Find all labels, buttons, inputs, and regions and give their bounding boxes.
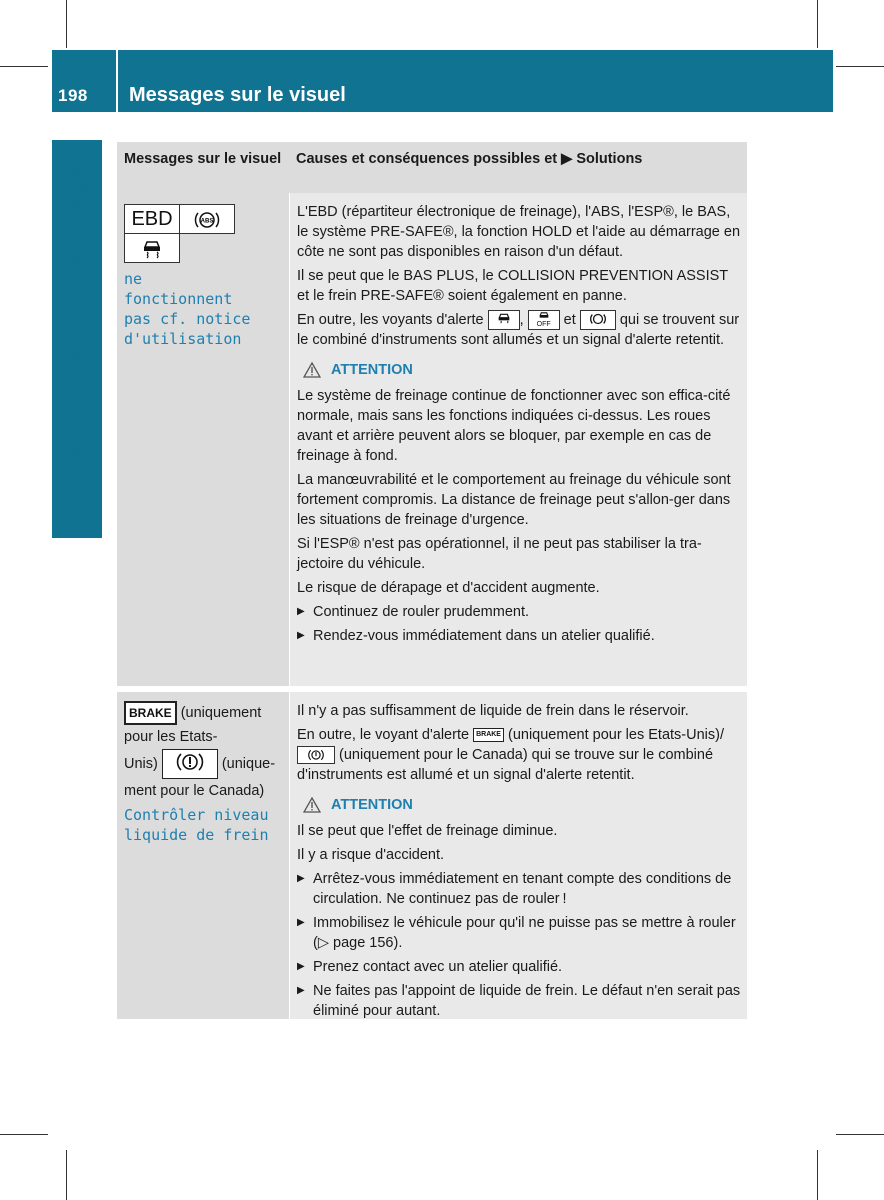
paragraph-text: , <box>519 312 524 328</box>
crop-mark <box>836 1134 884 1135</box>
table-row <box>117 193 747 686</box>
paragraph: Il se peut que le BAS PLUS, le COLLISION PREVENTION ASSIST et le frein PRE-SAFE® soient également en panne. <box>297 268 728 304</box>
paragraph-text: L'EBD (répartiteur électronique de freinage), l'ABS, l'ESP®, le BAS, le système PRE-SAFE®, la fonction HOLD et l'aide au démarrage en côte ne sont pas disponibles en raison d'un défaut. <box>297 204 741 260</box>
label-us: pour les Etats- <box>124 729 218 746</box>
esp-warning-icon <box>124 234 180 263</box>
warning-heading <box>303 360 741 380</box>
bullet-item: ▶ Continuez de rouler prudemment. <box>297 602 741 622</box>
label-canada: (unique- <box>221 756 276 772</box>
causes-cell <box>290 692 747 1019</box>
bullet-item: ▶ Ne faites pas l'appoint de liquide de frein. Le défaut n'en serait pas éliminé pour autant. <box>297 981 741 1021</box>
causes-cell <box>290 193 747 686</box>
messages-table <box>117 142 747 1019</box>
header-col-causes: Causes et conséquences possibles et ▶ Solutions <box>296 151 643 167</box>
paragraph: Il y a risque d'accident. <box>297 847 445 863</box>
parking-brake-icon <box>297 746 335 764</box>
page-link[interactable]: Immobilisez le véhicule pour qu'il ne puisse pas se mettre à rouler (▷ page 156). <box>313 915 736 951</box>
paragraph-text: En outre, les voyants d'alerte <box>297 312 484 328</box>
crop-mark <box>66 0 67 48</box>
display-message: ne fonctionnent pas cf. notice d'utilisation <box>124 270 251 348</box>
brake-warning-icon: BRAKE <box>473 728 504 742</box>
label-us: Unis) <box>124 756 158 772</box>
abs-warning-icon <box>180 204 235 234</box>
parking-brake-icon <box>162 749 218 779</box>
header-col-messages: Messages sur le visuel <box>124 151 282 167</box>
bullet-item <box>297 913 741 953</box>
paragraph: Il n'y a pas suffisamment de liquide de frein dans le réservoir. <box>297 703 689 719</box>
paragraph-text: En outre, le voyant d'alerte <box>297 727 470 743</box>
display-cell <box>117 692 290 1019</box>
warning-label: ATTENTION <box>331 362 413 379</box>
paragraph-text: qui se trouvent sur le combiné d'instruments sont allumés et un signal d'alerte retentit. <box>297 312 740 349</box>
header-divider <box>116 50 118 112</box>
crop-mark <box>817 1150 818 1200</box>
paragraph: Le risque de dérapage et d'accident augmente. <box>297 580 600 597</box>
label-canada: ment pour le Canada) <box>124 783 265 800</box>
crop-mark <box>836 66 884 67</box>
paragraph <box>297 725 741 785</box>
paragraph: Il se peut que l'effet de freinage diminue. <box>297 823 558 839</box>
off-label: OFF <box>536 320 551 328</box>
display-icons <box>124 701 282 803</box>
paragraph: Si l'ESP® n'est pas opérationnel, il ne peut pas stabiliser la tra-jectoire du véhicule. <box>297 536 702 573</box>
crop-mark <box>66 1150 67 1200</box>
paragraph: La manœuvrabilité et le comportement au freinage du véhicule sont fortement compromis. La distance de freinage peut s'allon-ger dans les situations de freinage d'urgence. <box>297 472 731 529</box>
abs-icon-text: ABS <box>200 218 214 225</box>
display-cell <box>117 193 290 686</box>
bullet-item: ▶ Prenez contact avec un atelier qualifié. <box>297 957 741 977</box>
warning-triangle-icon <box>303 797 321 813</box>
crop-mark <box>0 1134 48 1135</box>
paragraph <box>297 310 741 350</box>
ebd-warning-icon: EBD <box>124 204 180 234</box>
brake-warning-icon: BRAKE <box>124 701 177 725</box>
crop-mark <box>817 0 818 48</box>
bullet-item: ▶ Rendez-vous immédiatement dans un atelier qualifié. <box>297 626 741 646</box>
esp-off-warning-icon <box>528 310 560 330</box>
page-title: Messages sur le visuel <box>129 84 346 106</box>
paragraph-text: (uniquement pour les Etats-Unis)/ <box>508 727 724 743</box>
esp-warning-icon <box>488 310 520 330</box>
paragraph <box>297 202 741 262</box>
warning-triangle-icon <box>303 362 321 378</box>
crop-mark <box>0 66 48 67</box>
abs-warning-icon <box>580 310 616 330</box>
label-us: (uniquement <box>180 705 262 721</box>
warning-label: ATTENTION <box>331 797 413 813</box>
paragraph-text: et <box>563 312 576 328</box>
side-title: Ordinateur de bord et affichages <box>65 159 88 485</box>
page-number: 198 <box>58 86 88 105</box>
table-row <box>117 686 747 1019</box>
display-message: Contrôler niveau liquide de frein <box>124 806 269 845</box>
warning-heading <box>303 795 741 815</box>
table-header <box>117 142 747 193</box>
bullet-item: ▶ Arrêtez-vous immédiatement en tenant compte des conditions de circulation. Ne continuez pas de rouler ! <box>297 869 741 909</box>
paragraph: Le système de freinage continue de fonctionner avec son effica-cité normale, mais sans les fonctions indiquées ci-dessus. Les roues avant et arrière peuvent alors se bloquer, par exemple en cas de freinage à fond. <box>297 388 731 465</box>
paragraph-text: (uniquement pour le Canada) qui se trouve sur le combiné d'instruments est allumé et un signal d'alerte retentit. <box>297 747 714 783</box>
